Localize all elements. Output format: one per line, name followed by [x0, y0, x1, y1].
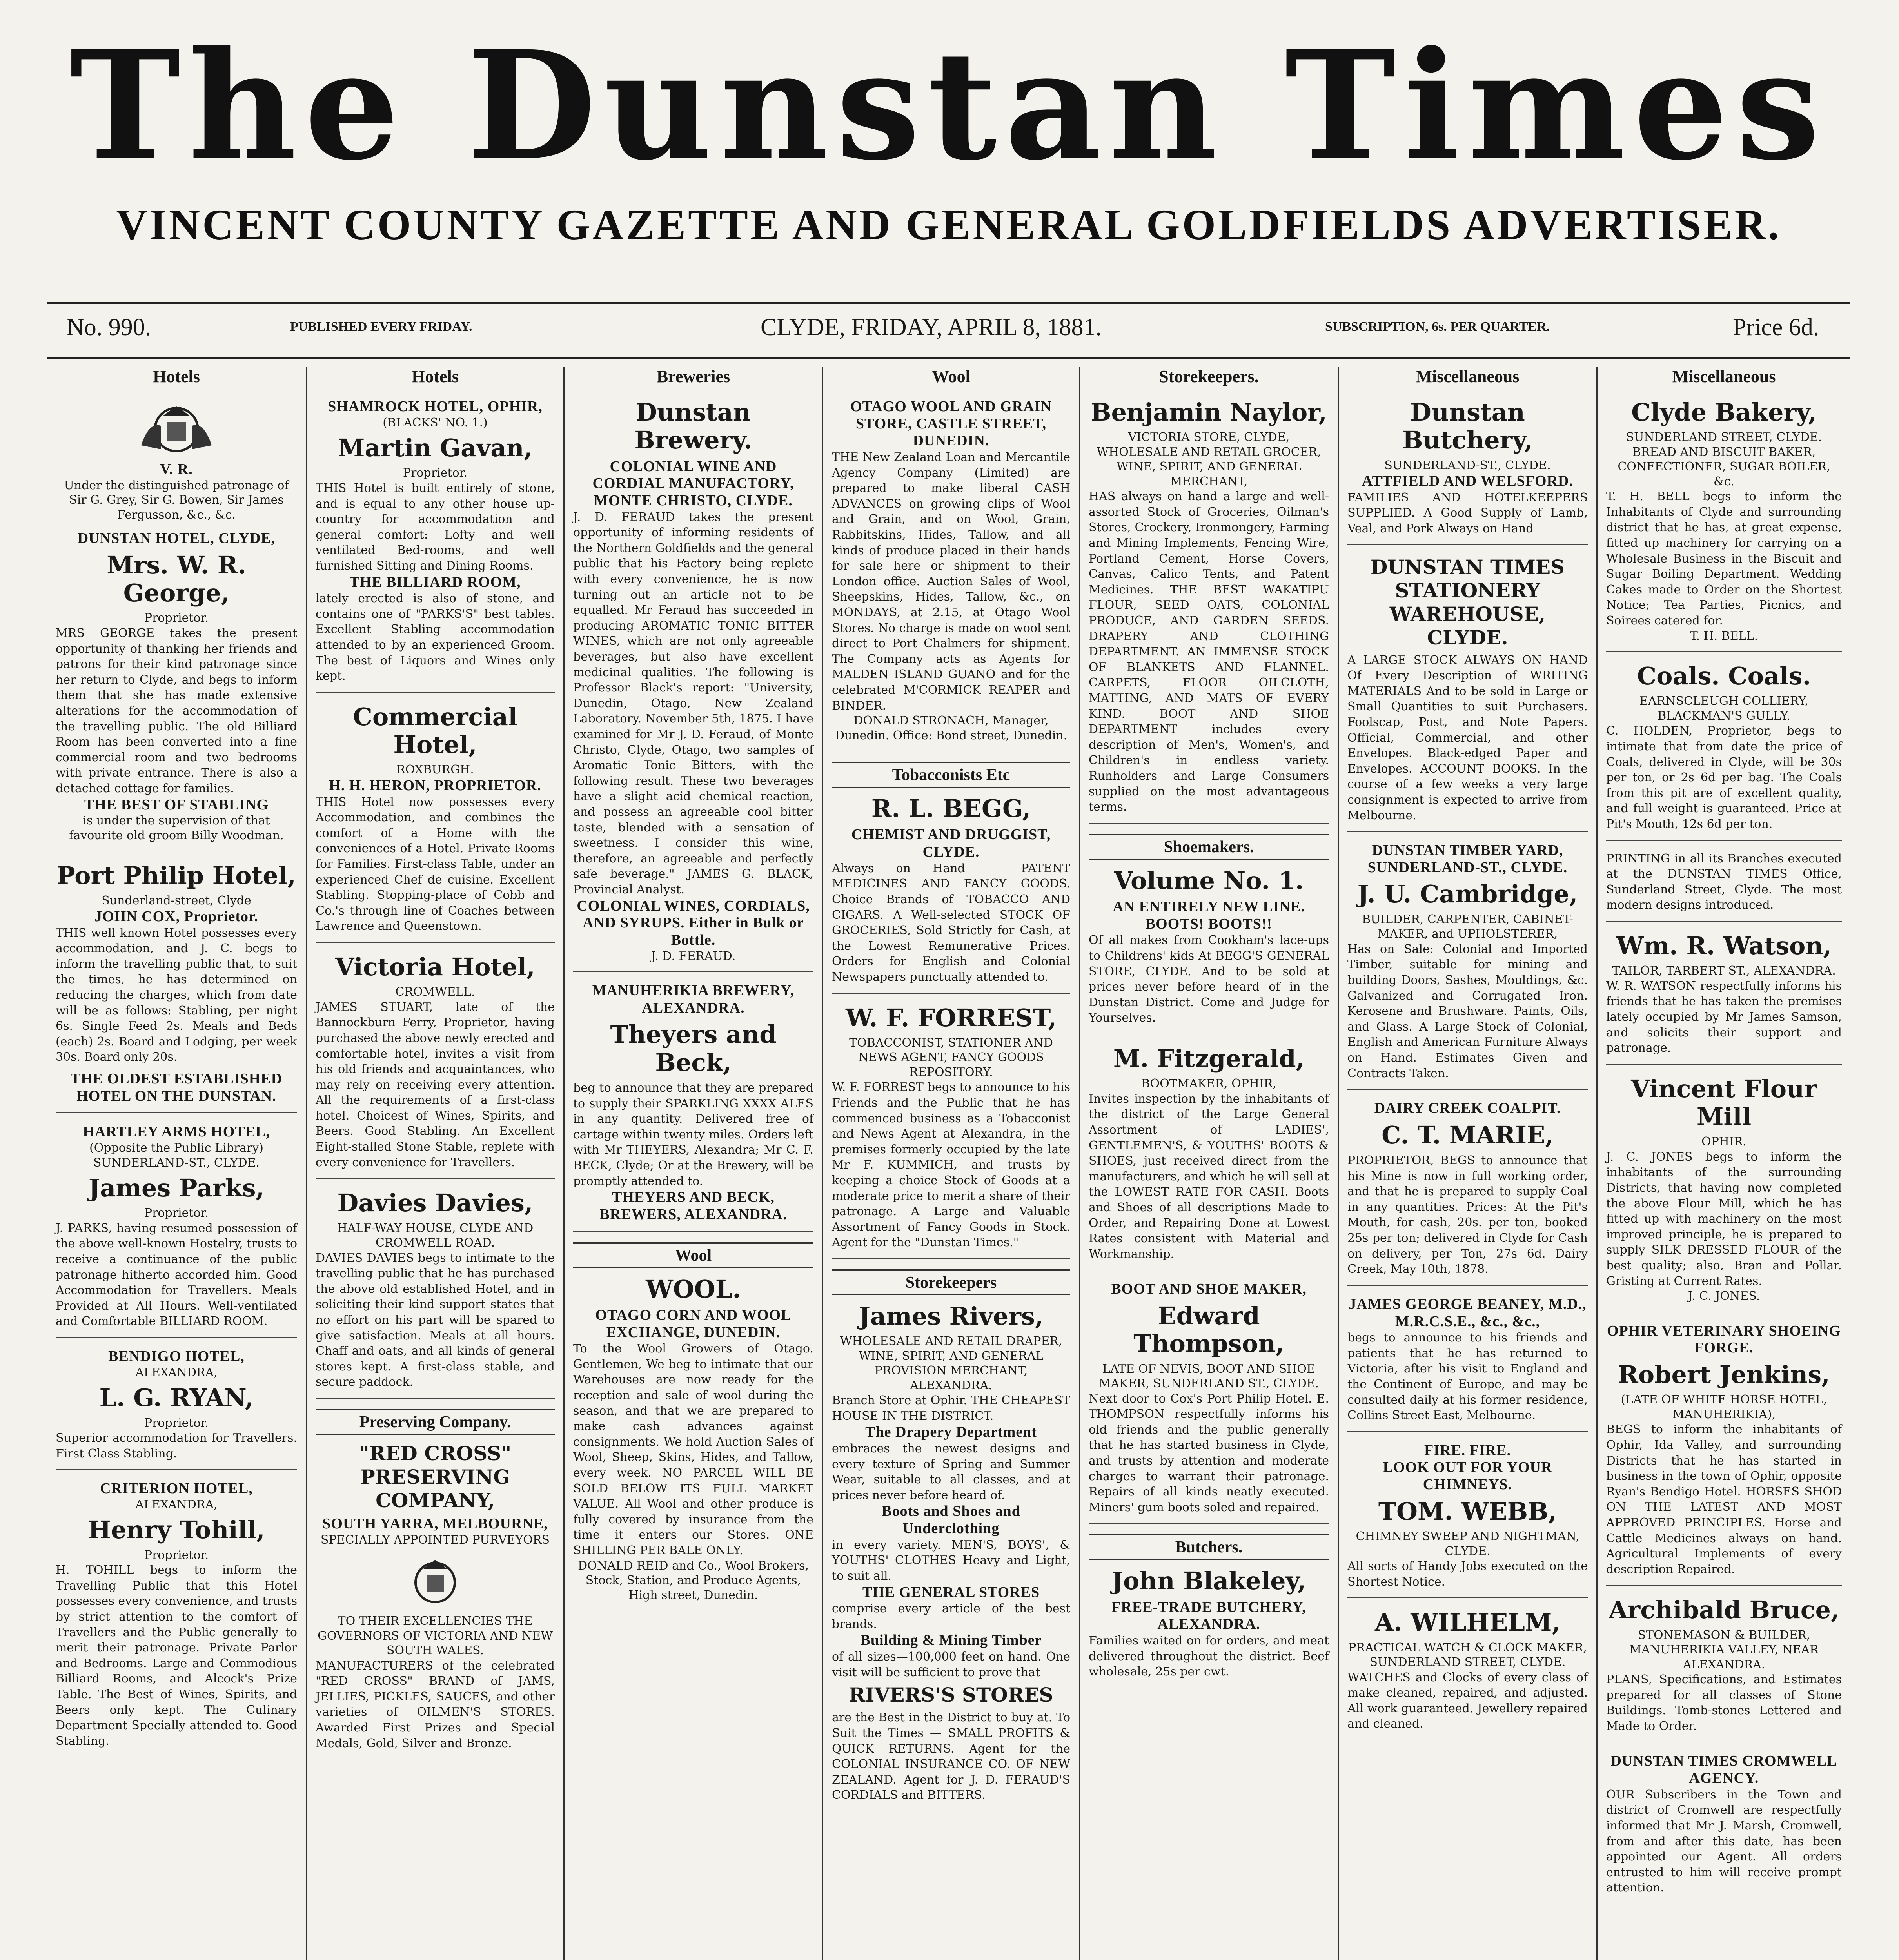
physician-name: JAMES GEORGE BEANEY, M.D., M.R.C.S.E., &c., &c.,	[1349, 1296, 1587, 1330]
ad-body: THIS Hotel is built entirely of stone, and is equal to any other house up-country for accommodation and general comfort: Lofty and well ventilated Bed-rooms, and well furnished Sitting and Dining Rooms.	[316, 481, 555, 573]
proprietor-name: H. H. HERON, PROPRIETOR.	[329, 777, 541, 794]
hotel-note: (BLACKS' NO. 1.)	[383, 416, 488, 430]
ad-body: W. F. FORREST begs to announce to his Friends and the Public that he has commenced business as a Tobacconist and News Agent at Alexandra, in the premises formerly occupied by the late Mr F. KUMMICH, and trusts by keeping a choice Stock of Goods at a moderate price to merit a share of their patronage. A Large and Valuable Assortment of Fancy Goods in Stock. Agent for the "Dunstan Times."	[832, 1080, 1070, 1250]
firm-subtitle: PRACTICAL WATCH & CLOCK MAKER, SUNDERLAND STREET, CLYDE.	[1348, 1641, 1587, 1670]
bendigo-hotel-ad	[56, 1348, 297, 1470]
company-address: SOUTH YARRA, MELBOURNE,	[322, 1515, 548, 1532]
port-philip-hotel-ad	[56, 862, 297, 1113]
ad-body: MRS GEORGE takes the present opportunity of thanking her friends and patrons for their kind patronage since her return to Clyde, and begs to inform them that she has made extensive alterations for the accommodation of the travelling public. The old Billiard Room has been converted into a fine commercial room and two bedrooms with private entrance. There is also a detached cottage for families.	[56, 626, 297, 795]
signature: THEYERS AND BECK, BREWERS, ALEXANDRA.	[599, 1189, 787, 1223]
section-heading: Shoemakers.	[1089, 834, 1329, 860]
stores-text: comprise every article of the best brands.	[832, 1602, 1070, 1631]
firm-address: LATE OF NEVIS, BOOT AND SHOE MAKER, SUNDERLAND ST., CLYDE.	[1098, 1362, 1319, 1391]
ad-body: WATCHES and Clocks of every class of make cleaned, repaired, and adjusted. All work guaranteed. Jewellery repaired and cleaned.	[1347, 1670, 1588, 1731]
hotel-name: Commercial Hotel,	[353, 702, 517, 759]
shamrock-hotel-ad	[316, 398, 555, 693]
timber-yard-ad	[1347, 842, 1588, 1090]
ad-body: beg to announce that they are prepared to supply their SPARKLING XXXX ALES in any quantity. Delivered free of cartage within twenty miles. Orders left with Mr THEYERS, Alexandra; Mr C. F. BECK, Clyde; Or at the Brewery, will be promptly attended to.	[573, 1081, 813, 1188]
cromwell-agency-ad	[1606, 1753, 1842, 1896]
fitzgerald-bootmaker-ad	[1089, 1045, 1329, 1270]
chimney-sweep-ad	[1347, 1442, 1588, 1599]
hotel-name: Victoria Hotel,	[335, 952, 535, 981]
ad-body: BEGS to inform the inhabitants of Ophir, Ida Valley, and surrounding Districts that he has started in business in the town of Ophir, opposite Ryan's Bendigo Hotel. HORSES SHOD ON THE LATEST AND MOST APPROVED PRINCIPLES. Horse and Cattle Medicines always on hand. Agricultural Implements of every description Repaired.	[1606, 1423, 1842, 1576]
earnscleugh-colliery-ad	[1606, 662, 1842, 840]
signature: DONALD STRONACH, Manager, Dunedin. Office: Bond street, Dunedin.	[835, 714, 1068, 742]
firm-subtitle: BUILDER, CARPENTER, CABINET-MAKER, and UPHOLSTERER,	[1362, 912, 1573, 941]
ad-body: HAS always on hand a large and well-assorted Stock of Groceries, Oilman's Stores, Crockery, Ironmongery, Farming and Mining Implements, Fencing Wire, Portland Cement, Horse Covers, Canvas, Calico Tents, and Patent Medicines. THE BEST WAKATIPU FLOUR, SEED OATS, COLONIAL PRODUCE, AND GARDEN SEEDS. DRAPERY AND CLOTHING DEPARTMENT. AN IMMENSE STOCK OF BLANKETS AND FLANNEL. CARPETS, FLOOR OILCLOTH, MATTING, AND MATS OF EVERY KIND. BOOT AND SHOE DEPARTMENT includes every description of Men's, Women's, and Children's in endless variety. Runholders and Large Consumers supplied on the most advantageous terms.	[1089, 490, 1329, 814]
proprietor-name: Henry Tohill,	[88, 1515, 265, 1544]
hotel-name: Port Philip Hotel,	[57, 861, 296, 890]
shoeing-forge-ad	[1606, 1323, 1842, 1586]
ad-body: Invites inspection by the inhabitants of the district of the Large General Assortment of LADIES', GENTLEMEN'S, & YOUTHS' BOOTS & SHOES, just received direct from the manufacturers, and which he will sell at the LOWEST RATE FOR CASH. Boots and Shoes of all descriptions Made to Order, and Repairing Done at Lowest Rates consistent with Material and Workmanship.	[1089, 1092, 1329, 1261]
firm-name: Coals. Coals.	[1637, 662, 1811, 691]
firm-name: MANUHERIKIA BREWERY, ALEXANDRA.	[592, 982, 795, 1016]
signature: T. H. BELL.	[1690, 629, 1758, 643]
ad-body: T. H. BELL begs to inform the Inhabitants of Clyde and surrounding district that he has, at great expense, fitted up machinery for carrying on a Wholesale Business in the Biscuit and Sugar Boiling Department. Wedding Cakes made to Order on the Shortest Notice; Tea Parties, Picnics, and Soirees catered for.	[1606, 490, 1842, 628]
firm-name: Dunstan Butchery,	[1402, 398, 1533, 455]
trade-label: BOOT AND SHOE MAKER,	[1111, 1281, 1307, 1298]
firm-name: Clyde Bakery,	[1631, 398, 1817, 426]
firm-name: R. L. BEGG,	[871, 794, 1031, 823]
firm-subtitle: BOOTMAKER, OPHIR,	[1141, 1077, 1277, 1091]
firm-subtitle: SUNDERLAND STREET, CLYDE.	[1626, 430, 1822, 445]
company-name: "RED CROSS" PRESERVING COMPANY,	[359, 1441, 512, 1512]
ad-body: J. D. FERAUD takes the present opportunity of informing residents of the Northern Goldfields and the general public that his Factory being replete with every convenience, he is now turning out an article not to be equalled. Mr Feraud has succeeded in producing AROMATIC TONIC BITTER WINES, which are not only agreeable beverages, but also have excellent medicinal qualities. The following is Professor Black's report: "University, Dunedin, Otago, New Zealand Laboratory. November 5th, 1875. I have examined for Mr J. D. Feraud, of Monte Christo, Clyde, Otago, two samples of Aromatic Tonic Bitters, with the following result. These two beverages have a slight acid chemical reaction, and possess an agreeable cool bitter taste, blended with a sensation of sweetness. I consider this wine, therefore, an agreeable and perfectly safe beverage." JAMES G. BLACK, Provincial Analyst.	[573, 510, 813, 897]
firm-name: WOOL.	[646, 1274, 741, 1303]
proprietor-name: Martin Gavan,	[338, 434, 533, 463]
firm-name: Dunstan Brewery.	[634, 398, 752, 455]
boots-text: in every variety. MEN'S, BOYS', & YOUTHS' CLOTHES Heavy and Light, to suit all.	[832, 1538, 1070, 1583]
ad-body-continued: lately erected is also of stone, and contains one of "PARKS'S" best tables. Excellent Stabling accommodation attended to by an experienced Groom. The best of Liquors and Wines only kept.	[316, 592, 555, 683]
ad-body: J. C. JONES begs to inform the inhabitants of the surrounding Districts, that having now completed the above Flour Mill, which he has fitted up with machinery on the most improved principle, he is prepared to supply SILK DRESSED FLOUR of the best quality; also, Bran and Pollar. Gristing at Current Rates.	[1606, 1150, 1842, 1288]
signature: J. C. JONES.	[1688, 1289, 1760, 1303]
stores-heading: THE GENERAL STORES	[862, 1584, 1040, 1601]
drapery-heading: The Drapery Department	[865, 1424, 1037, 1441]
column-breweries	[563, 367, 822, 1960]
newspaper-title: The Dunstan Times	[69, 18, 1828, 193]
half-way-house-ad	[316, 1189, 555, 1399]
company-governors: TO THEIR EXCELLENCIES THE GOVERNORS OF VICTORIA AND NEW SOUTH WALES.	[318, 1614, 553, 1658]
ad-body: Of all makes from Cookham's lace-ups to Childrens' kids At BEGG'S GENERAL STORE, CLYDE. And to be sold at prices never before heard of in the Dunstan District. Come and Judge for Yourselves.	[1089, 933, 1329, 1025]
firm-subtitle: CHEMIST AND DRUGGIST, CLYDE.	[851, 826, 1051, 860]
ad-body: PLANS, Specifications, and Estimates prepared for all classes of Stone Buildings. Tomb-stones Lettered and Made to Order.	[1606, 1673, 1842, 1733]
firm-name: Volume No. 1.	[1114, 866, 1304, 895]
firm-products: COLONIAL WINES, CORDIALS, AND SYRUPS. Either in Bulk or Bottle.	[577, 897, 810, 948]
firm-subtitle: WHOLESALE AND RETAIL DRAPER, WINE, SPIRIT, AND GENERAL PROVISION MERCHANT, ALEXANDRA.	[840, 1334, 1062, 1392]
hotel-name: BENDIGO HOTEL,	[108, 1348, 245, 1365]
benjamin-naylor-ad	[1089, 398, 1329, 824]
section-heading: Storekeepers	[832, 1269, 1070, 1295]
proprietor-name: JOHN COX, Proprietor.	[94, 908, 258, 925]
firm-subtitle: CHIMNEY SWEEP AND NIGHTMAN, CLYDE.	[1356, 1530, 1579, 1558]
column-heading: Wool	[832, 367, 1070, 391]
firm-owners: ATTFIELD AND WELSFORD.	[1362, 473, 1573, 490]
dunstan-brewery-ad	[573, 398, 813, 972]
ad-body: THE New Zealand Loan and Mercantile Agency Company (Limited) are prepared to make liberal CASH ADVANCES on growing clips of Wool and Grain, and on Wool, Grain, Rabbitskins, Hides, Tallow, and all kinds of produce placed in their hands for sale here or shipment to their London office. Auction Sales of Wool, Sheepskins, Hides, Tallow, &c., on MONDAYS, at 2.15, at Otago Wool Stores. No charge is made on wool sent direct to Port Chalmers for shipment. The Company acts as Agents for MALDEN ISLAND GUANO and for the celebrated M'CORMICK REAPER and BINDER.	[832, 450, 1070, 713]
proprietor-name: Archibald Bruce,	[1609, 1595, 1839, 1624]
subscription-rate: SUBSCRIPTION, 6s. PER QUARTER.	[1325, 319, 1550, 334]
column-heading: Miscellaneous	[1347, 367, 1588, 391]
fire-subheading: LOOK OUT FOR YOUR CHIMNEYS.	[1383, 1459, 1552, 1493]
proprietor-role: Proprietor.	[144, 1416, 209, 1430]
publication-frequency: PUBLISHED EVERY FRIDAY.	[290, 319, 472, 334]
columns	[47, 367, 1850, 1960]
ad-body: OUR Subscribers in the Town and district of Cromwell are respectfully informed that Mr J. Marsh, Cromwell, from and after this date, has been appointed our Agent. All orders entrusted to him will receive prompt attention.	[1606, 1788, 1842, 1895]
proprietor-name: James Parks,	[88, 1174, 265, 1203]
signature: DONALD REID and Co., Wool Brokers, Stock, Station, and Produce Agents, High street, Dunedin.	[578, 1559, 809, 1602]
firm-name: M. Fitzgerald,	[1113, 1044, 1305, 1073]
ad-closing: are the Best in the District to buy at. To Suit the Times — SMALL PROFITS & QUICK RETURNS. Agent for the COLONIAL INSURANCE CO. OF NEW ZEALAND. Agent for J. D. FERAUD'S CORDIALS and BITTERS.	[832, 1711, 1070, 1802]
firm-name: John Blakeley,	[1111, 1566, 1306, 1595]
price: Price 6d.	[1733, 314, 1819, 341]
column-heading: Storekeepers.	[1089, 367, 1329, 391]
dunstan-hotel-ad	[56, 398, 297, 851]
column-hotels-2	[306, 367, 563, 1960]
masthead	[27, 16, 1870, 251]
firm-name: OPHIR VETERINARY SHOEING FORGE.	[1607, 1322, 1841, 1356]
printing-ad	[1606, 851, 1842, 922]
wool-exchange-ad	[573, 1275, 813, 1602]
ad-body: A LARGE STOCK ALWAYS ON HAND Of Every Description of WRITING MATERIALS And to be sold in Large or Small Quantities to suit Purchasers. Foolscap, Post, and Note Papers. Official, Commercial, and other Envelopes. Black-edged Paper and Envelopes. ACCOUNT BOOKS. In the course of a few weeks a very large consignment is expected to arrive from Melbourne.	[1347, 653, 1588, 822]
section-heading: Wool	[573, 1242, 813, 1268]
section-heading: Tobacconists Etc	[832, 762, 1070, 788]
commercial-hotel-ad	[316, 703, 555, 943]
watson-tailor-ad	[1606, 932, 1842, 1065]
firm-subtitle: OTAGO CORN AND WOOL EXCHANGE, DUNEDIN.	[595, 1307, 792, 1341]
ad-body: Always on Hand — PATENT MEDICINES AND FANCY GOODS. Choice Brands of TOBACCO AND CIGARS. A Well-selected STOCK OF GROCERIES, Sold Strictly for Cash, at the Lowest Remunerative Prices. Orders for English and Colonial Newspapers punctually attended to.	[832, 861, 1070, 984]
header-rule	[47, 357, 1850, 359]
billiard-heading: THE BILLIARD ROOM,	[349, 573, 521, 590]
ad-body: Next door to Cox's Port Philip Hotel. E. THOMPSON respectfully informs his old friends and the public generally that he has started business in Clyde, and trusts by attention and moderate charges to warrant their patronage. Repairs of all kinds neatly executed. Miners' gum boots soled and repaired.	[1089, 1392, 1329, 1514]
firm-name: DAIRY CREEK COALPIT.	[1374, 1100, 1561, 1117]
ad-body: Has on Sale: Colonial and Imported Timber, suitable for mining and building Doors, Sashes, Mouldings, &c. Galvanized and Corrugated Iron. Kerosene and Brushware. Paints, Oils, and Glass. A Large Stock of Colonial, English and American Furniture Always on Hand. Estimates Given and Contracts Taken.	[1347, 942, 1588, 1080]
newspaper-subtitle: VINCENT COUNTY GAZETTE AND GENERAL GOLDFIELDS ADVERTISER.	[116, 201, 1781, 249]
ad-body: THIS well known Hotel possesses every accommodation, and J. C. begs to inform the travelling public that, to suit the times, he has determined on reducing the charges, which from date will be as follows: Stabling, per night 6s. Single Feed 2s. Meals and Beds (each) 2s. Board and Lodging, per week 30s. Board only 20s.	[56, 926, 297, 1064]
firm-name: W. F. FORREST,	[845, 1003, 1057, 1032]
wilhelm-watchmaker-ad	[1347, 1608, 1588, 1732]
victoria-hotel-ad	[316, 953, 555, 1179]
ad-body: begs to announce to his friends and patients that he has returned to Victoria, after his visit to England and the Continent of Europe, and may be consulted daily at his former residence, Collins Street East, Melbourne.	[1347, 1331, 1588, 1423]
hotel-address: Sunderland-street, Clyde	[102, 894, 251, 908]
firm-subtitle: VICTORIA STORE, CLYDE, WHOLESALE AND RETAIL GROCER, WINE, SPIRIT, AND GENERAL MERCHANT,	[1097, 430, 1321, 488]
proprietor-name: J. U. Cambridge,	[1357, 880, 1578, 909]
crest-letters: V. R.	[160, 461, 193, 477]
firm-name: Benjamin Naylor,	[1091, 398, 1327, 426]
ad-body: J. PARKS, having resumed possession of the above well-known Hostelry, trusts to receive a continuance of the public patronage hitherto accorded him. Good Accommodation for Travellers. Meals Provided at All Hours. Well-ventilated and Comfortable BILLIARD ROOM.	[56, 1221, 297, 1328]
red-cross-company-ad	[316, 1442, 555, 1751]
hotel-name: HARTLEY ARMS HOTEL,	[83, 1123, 270, 1140]
firm-name: OTAGO WOOL AND GRAIN STORE, CASTLE STREET, DUNEDIN.	[850, 398, 1052, 449]
ad-body: Superior accommodation for Travellers. First Class Stabling.	[56, 1431, 297, 1461]
firm-name: James Rivers,	[859, 1301, 1044, 1330]
stationery-warehouse-ad	[1347, 555, 1588, 832]
firm-subtitle: TAILOR, TARBERT ST., ALEXANDRA.	[1612, 964, 1836, 978]
proprietor-name: Mrs. W. R. George,	[107, 550, 246, 608]
firm-trade: BREAD AND BISCUIT BAKER, CONFECTIONER, SUGAR BOILER, &c.	[1618, 445, 1830, 488]
company-note: SPECIALLY APPOINTED PURVEYORS	[320, 1533, 550, 1547]
firm-subtitle: STONEMASON & BUILDER, MANUHERIKIA VALLEY, NEAR ALEXANDRA.	[1629, 1628, 1819, 1671]
proprietor-role: Proprietor.	[144, 611, 209, 625]
ad-body: FAMILIES AND HOTELKEEPERS SUPPLIED. A Good Supply of Lamb, Veal, and Pork Always on Hand	[1347, 490, 1588, 535]
column-miscellaneous-1	[1338, 367, 1596, 1960]
ad-body: MANUFACTURERS of the celebrated "RED CROSS" BRAND of JAMS, JELLIES, PICKLES, SAUCES, and other varieties of OILMEN'S STORES. Awarded First Prizes and Special Medals, Gold, Silver and Bronze.	[316, 1659, 555, 1750]
proprietor-name: TOM. WEBB,	[1378, 1497, 1557, 1526]
ad-body: Branch Store at Ophir. THE CHEAPEST HOUSE IN THE DISTRICT.	[832, 1394, 1070, 1423]
hotel-name: CRITERION HOTEL,	[100, 1480, 253, 1497]
firm-subtitle: SUNDERLAND-ST., CLYDE.	[1384, 458, 1551, 472]
column-storekeepers	[1079, 367, 1338, 1960]
proprietor-name: Davies Davies,	[337, 1189, 533, 1218]
issue-info-line	[47, 308, 1850, 355]
thompson-bootmaker-ad	[1089, 1281, 1329, 1524]
firm-name: Vincent Flour Mill	[1631, 1074, 1817, 1131]
hotel-address: ROXBURGH.	[396, 763, 474, 777]
stabling-heading: THE BEST OF STABLING	[84, 796, 269, 813]
column-miscellaneous-2	[1596, 367, 1850, 1960]
forrest-tobacconist-ad	[832, 1004, 1070, 1259]
ad-body: THIS Hotel now possesses every Accommodation, and combines the comfort of a Home with the conveniences of a Hotel. Private Rooms for Families. First-class Table, under an experienced Chef de cuisine. Excellent Stabling. Stopping-place of Cobb and Co.'s through line of Coaches between Lawrence and Queenstown.	[316, 795, 555, 933]
hotel-address: (Opposite the Public Library) SUNDERLAND-ST., CLYDE.	[89, 1141, 263, 1170]
firm-name: DUNSTAN TIMBER YARD, SUNDERLAND-ST., CLYDE.	[1367, 842, 1568, 876]
timber-text: of all sizes—100,000 feet on hand. One visit will be sufficient to prove that	[832, 1650, 1070, 1679]
royal-crest-icon	[125, 398, 227, 457]
firm-owners: Theyers and Beck,	[610, 1020, 777, 1077]
ad-body: DAVIES DAVIES begs to intimate to the travelling public that he has purchased the above old established Hotel, and in soliciting their kind support states that no effort on his part will be spared to give satisfaction. Meals at all hours. Chaff and oats, and all kinds of general stores kept. A first-class stable, and secure paddock.	[316, 1251, 555, 1389]
james-rivers-ad	[832, 1302, 1070, 1803]
firm-subtitle: OPHIR.	[1701, 1135, 1746, 1149]
proprietor-name: C. T. MARIE,	[1382, 1120, 1554, 1149]
column-wool-tobacconists	[822, 367, 1079, 1960]
column-heading: Breweries	[573, 367, 813, 391]
begg-chemist-ad	[832, 795, 1070, 993]
ad-body: JAMES STUART, late of the Bannockburn Ferry, Proprietor, having purchased the above newly erected and comfortable hotel, invites a visit from his old friends and acquaintances, who may rely on receiving every attention. All the requirements of a first-class hotel. Choicest of Wines, Spirits, and Beers. Good Stabling. An Excellent Eight-stalled Stone Stable, replete with every convenience for Travellers.	[316, 1000, 555, 1169]
ad-body: W. R. WATSON respectfully informs his friends that he has taken the premises lately occupied by Mr James Samson, and solicits their support and patronage.	[1606, 979, 1842, 1055]
hotel-address: ALEXANDRA,	[135, 1365, 218, 1379]
firm-name: DUNSTAN TIMES STATIONERY WAREHOUSE, CLYDE.	[1370, 555, 1565, 649]
signature: J. D. FERAUD.	[651, 949, 736, 963]
hartley-arms-ad	[56, 1123, 297, 1338]
dunstan-butchery-ad	[1347, 398, 1588, 545]
clyde-bakery-ad	[1606, 398, 1842, 652]
volume-no-1-ad	[1089, 867, 1329, 1034]
boots-heading: Boots and Shoes and Underclothing	[882, 1503, 1020, 1537]
column-heading: Miscellaneous	[1606, 367, 1842, 391]
vincent-flour-mill-ad	[1606, 1075, 1842, 1312]
column-heading: Hotels	[56, 367, 297, 391]
firm-name: DUNSTAN TIMES CROMWELL AGENCY.	[1610, 1753, 1837, 1787]
proprietor-name: Robert Jenkins,	[1618, 1360, 1830, 1389]
royal-crest-icon	[384, 1551, 486, 1610]
ad-body: PRINTING in all its Branches executed at the DUNSTAN TIMES Office, Sunderland Street, Clyde. The most modern designs introduced.	[1606, 851, 1842, 912]
bruce-stonemason-ad	[1606, 1596, 1842, 1742]
manuherikia-brewery-ad	[573, 982, 813, 1232]
firm-subtitle: (LATE OF WHITE HORSE HOTEL, MANUHERIKIA),	[1621, 1393, 1827, 1421]
proprietor-role: Proprietor.	[144, 1548, 209, 1562]
ad-body: All sorts of Handy Jobs executed on the Shortest Notice.	[1347, 1559, 1588, 1589]
ad-body: C. HOLDEN, Proprietor, begs to intimate that from date the price of Coals, delivered in Clyde, will be 30s per ton, or 2s 6d per bag. The Coals from this pit are of excellent quality, and full weight is guaranteed. Price at Pit's Mouth, 12s 6d per ton.	[1606, 724, 1842, 831]
nz-loan-agency-ad	[832, 398, 1070, 751]
oldest-note: THE OLDEST ESTABLISHED HOTEL ON THE DUNSTAN.	[70, 1071, 283, 1104]
proprietor-role: Proprietor.	[144, 1206, 209, 1220]
rivers-stores-heading: RIVERS'S STORES	[849, 1683, 1053, 1707]
firm-subtitle: TOBACCONIST, STATIONER AND NEWS AGENT, FANCY GOODS REPOSITORY.	[849, 1036, 1053, 1079]
stabling-note: is under the supervision of that favourite old groom Billy Woodman.	[69, 814, 284, 842]
firm-subtitle: EARNSCLEUGH COLLIERY, BLACKMAN'S GULLY.	[1639, 694, 1808, 723]
hotel-name: SHAMROCK HOTEL, OPHIR,	[328, 398, 543, 415]
ad-body: H. TOHILL begs to inform the Travelling Public that this Hotel possesses every convenience, and trusts by strict attention to the comfort of Travellers and the Public generally to merit their patronage. Private Parlor and Bedrooms. Large and Commodious Billiard Rooms, and Alcock's Prize Table. The Best of Wines, Spirits, and Beers only kept. The Culinary Department Specially attended to. Good Stabling.	[56, 1563, 297, 1748]
hotel-name: DUNSTAN HOTEL, CLYDE,	[77, 530, 276, 547]
proprietor-role: Proprietor.	[403, 466, 468, 480]
drapery-text: embraces the newest designs and every texture of Spring and Summer Wear, suitable to all classes, and at prices never before heard of.	[832, 1442, 1070, 1502]
column-hotels-1	[47, 367, 306, 1960]
ad-body: To the Wool Growers of Otago. Gentlemen, We beg to intimate that our Warehouses are now ready for the reception and sale of wool during the season, and that we are prepared to make cash advances against consignments. We hold Auction Sales of Wool, Sheep, Skins, Hides, and Tallow, every week. NO PARCEL WILL BE SOLD BELOW ITS FULL MARKET VALUE. All Wool and other produce is fully covered by insurance from the time it enters our Stores. ONE SHILLING PER BALE ONLY.	[573, 1342, 813, 1557]
dairy-creek-coalpit-ad	[1347, 1100, 1588, 1286]
column-heading: Hotels	[316, 367, 555, 391]
ad-body: PROPRIETOR, BEGS to announce that his Mine is now in full working order, and that he is prepared to supply Coal in any quantities. Prices: At the Pit's Mouth, for cash, 20s. per ton, booked 25s per ton; delivered in Clyde for Cash on delivery, per Ton, 27s 6d. Dairy Creek, May 10th, 1878.	[1347, 1154, 1588, 1276]
firm-subtitle: FREE-TRADE BUTCHERY, ALEXANDRA.	[1111, 1599, 1306, 1633]
proprietor-name: A. WILHELM,	[1374, 1608, 1561, 1637]
dateline: CLYDE, FRIDAY, APRIL 8, 1881.	[761, 314, 1102, 341]
beaney-physician-ad	[1347, 1296, 1588, 1432]
firm-subtitle: AN ENTIRELY NEW LINE. BOOTS! BOOTS!!	[1113, 898, 1305, 932]
section-heading: Butchers.	[1089, 1534, 1329, 1560]
criterion-hotel-ad	[56, 1480, 297, 1749]
firm-subtitle: COLONIAL WINE AND CORDIAL MANUFACTORY, MONTE CHRISTO, CLYDE.	[592, 458, 794, 509]
blakeley-butchery-ad	[1089, 1567, 1329, 1679]
proprietor-name: Wm. R. Watson,	[1616, 931, 1832, 960]
fire-heading: FIRE. FIRE.	[1424, 1442, 1511, 1459]
section-heading: Preserving Company.	[316, 1409, 555, 1435]
proprietor-name: L. G. RYAN,	[99, 1383, 254, 1412]
issue-number: No. 990.	[67, 314, 151, 341]
hotel-address: HALF-WAY HOUSE, CLYDE AND CROMWELL ROAD.	[337, 1221, 534, 1250]
hotel-address: ALEXANDRA,	[135, 1497, 218, 1512]
hotel-address: CROMWELL.	[395, 985, 475, 999]
ad-body: Families waited on for orders, and meat delivered throughout the district. Beef wholesale, 25s per cwt.	[1089, 1634, 1329, 1679]
patronage-note: Under the distinguished patronage of Sir G. Grey, Sir G. Bowen, Sir James Fergusson, &c., &c.	[64, 478, 289, 522]
timber-heading: Building & Mining Timber	[860, 1632, 1042, 1649]
firm-name: Edward Thompson,	[1133, 1301, 1284, 1358]
top-rule	[47, 302, 1850, 304]
